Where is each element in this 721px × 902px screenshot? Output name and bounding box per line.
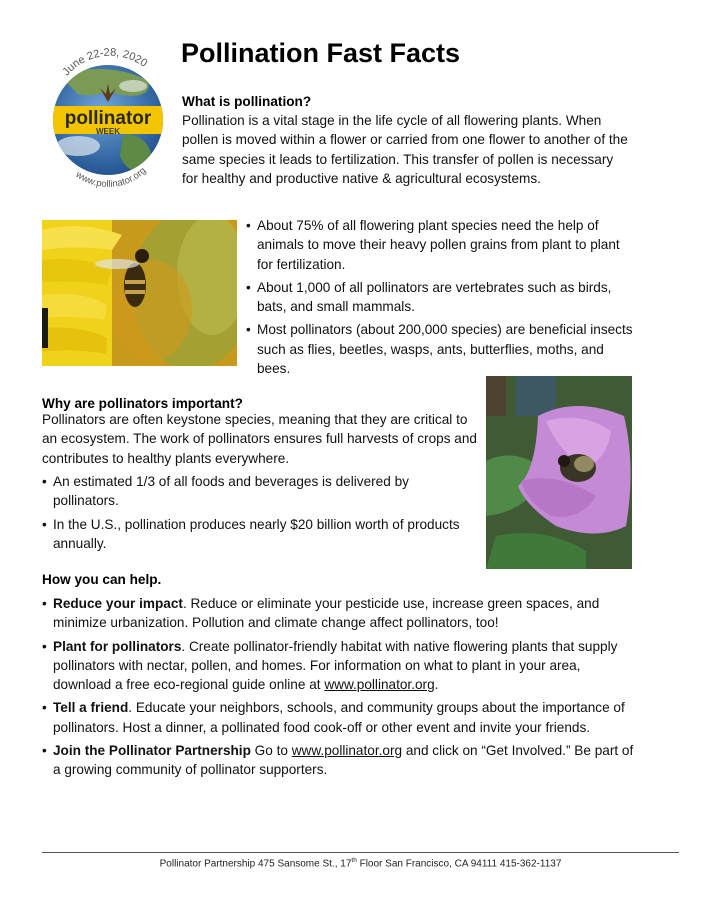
bullet-icon: •: [246, 218, 251, 233]
pollinator-link[interactable]: www.pollinator.org: [324, 677, 435, 693]
list-item: • Most pollinators (about 200,000 species) are beneficial insects such as flies, beetles, wasps, ants, butterflies, moths, and bees.: [246, 322, 633, 377]
item-title: Reduce your impact: [53, 596, 183, 611]
bullet-icon: •: [42, 638, 47, 654]
pollinator-week-logo: [38, 36, 178, 196]
bullet-icon: •: [42, 474, 47, 489]
logo-dates: June 22-28, 2020: [60, 46, 150, 79]
page-title: Pollination Fast Facts: [181, 38, 461, 68]
list-item: • An estimated 1/3 of all foods and beverages is delivered by pollinators.: [42, 474, 409, 509]
facts-list: [246, 216, 636, 382]
item-title: Plant for pollinators: [53, 638, 182, 654]
bullet-icon: •: [42, 743, 47, 759]
pollinator-link[interactable]: www.pollinator.org: [291, 743, 403, 759]
footer-address: Pollinator Partnership 475 Sansome St., 17th Floor San Francisco, CA 94111 415-362-1137: [159, 857, 562, 870]
help-heading: How you can help.: [42, 572, 162, 587]
globe-icon: [38, 36, 178, 196]
footer-divider: [42, 852, 679, 853]
bee-on-sunflower-image: [42, 220, 237, 366]
why-body: Pollinators are often keystone species, meaning that they are critical to an ecosystem. The work of pollinators ensures full harvests of crops and contributes to healthy plants everywhere.: [42, 412, 477, 466]
bullet-icon: •: [42, 516, 47, 532]
list-item: • About 75% of all flowering plant species need the help of animals to move their heavy pollen grains from plant to plant for fertilization.: [246, 218, 620, 272]
what-heading: What is pollination?: [182, 94, 312, 109]
bullet-icon: •: [42, 596, 47, 611]
bullet-icon: •: [246, 322, 251, 338]
item-title: Join the Pollinator Partnership: [53, 743, 251, 759]
bullet-icon: •: [246, 279, 251, 295]
why-heading: Why are pollinators important?: [42, 396, 243, 411]
bullet-icon: •: [42, 700, 47, 716]
why-list: [42, 472, 462, 557]
logo-url: www.pollinator.org: [73, 165, 149, 190]
list-item: • Join the Pollinator Partnership Go to www.pollinator.org and click on “Get Involved.” Be part of a growing community of pollinator supporters.: [42, 743, 634, 778]
list-item: • In the U.S., pollination produces nearly $20 billion worth of products annually.: [42, 516, 460, 551]
list-item: • Reduce your impact. Reduce or eliminate your pesticide use, increase green spaces, and minimize urbanization. Pollution and climate change affect pollinators, too!: [42, 596, 600, 631]
list-item: • Tell a friend. Educate your neighbors, schools, and community groups about the importance of pollinators. Host a dinner, a pollinated food cook-off or other event and invite your friends.: [42, 700, 625, 735]
what-body: Pollination is a vital stage in the life cycle of all flowering plants. When pollen is moved within a flower or carried from one flower to another of the same species it leads to fertilization. This transfer of pollen is necessary for healthy and productive native & agricultural ecosystems.: [182, 113, 628, 186]
item-title: Tell a friend: [53, 700, 129, 716]
list-item: • About 1,000 of all pollinators are vertebrates such as birds, bats, and small mammals.: [246, 279, 612, 315]
logo-subbrand: WEEK: [96, 127, 120, 136]
logo-brand: pollinator: [64, 108, 152, 129]
list-item: • Plant for pollinators. Create pollinator-friendly habitat with native flowering plants that supply pollinators with nectar, pollen, and homes. For information on what to plant in your area, download a free eco-regional guide online at www.pollinator.org.: [42, 638, 618, 693]
bee-in-pink-flower-image: [486, 376, 632, 569]
help-list: [42, 594, 642, 784]
